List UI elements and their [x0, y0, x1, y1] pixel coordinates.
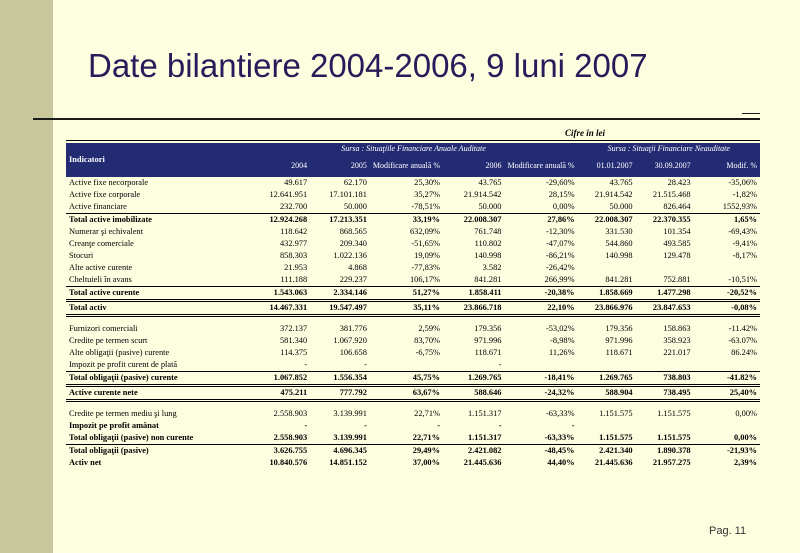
cell-value: 21.957.275 [652, 458, 691, 467]
cell-value: 3.139.991 [310, 432, 370, 445]
cell-value: 21.953 [284, 263, 308, 272]
balance-sheet-table [66, 143, 760, 469]
cell-value: 761.748 [474, 227, 502, 236]
cell-value: 858.303 [279, 251, 308, 260]
cell-value: 475.211 [250, 386, 311, 401]
table-row [66, 372, 760, 386]
cell-value: 3.582 [482, 263, 502, 272]
cell-value: 110.802 [474, 239, 502, 248]
cell-value: - [304, 421, 308, 430]
cell-value: -63,33% [545, 409, 575, 418]
cell-value: 33,19% [412, 215, 440, 224]
cell-value: 2.558.903 [273, 409, 308, 418]
title-underline [33, 118, 760, 120]
cell-value: - [437, 421, 440, 430]
currency-note: Cifre în lei [565, 128, 605, 138]
col-header: 2005 [310, 155, 370, 177]
row-label: Total active imobilizate [69, 215, 152, 224]
cell-value: -41.82% [694, 372, 760, 386]
slide-sidebar [0, 0, 53, 553]
cell-value: 106.658 [339, 348, 367, 357]
cell-value: 118.642 [280, 227, 308, 236]
cell-value: 17.101.181 [329, 190, 367, 199]
row-label: Active curente nete [66, 386, 250, 401]
cell-value: -18,41% [504, 372, 577, 386]
cell-value: 21.445.636 [594, 458, 633, 467]
cell-value: 14.467.331 [250, 301, 311, 316]
header-source-unaudited: Sursa : Situaţii Financiare Neauditate [578, 143, 760, 155]
slide-title: Date bilantiere 2004-2006, 9 luni 2007 [88, 47, 648, 84]
row-label: Furnizori comerciali [69, 324, 138, 333]
cell-value: -10,51% [694, 274, 760, 287]
page-number: Pag. 11 [709, 525, 747, 537]
cell-value: 232.700 [250, 201, 311, 214]
cell-value: 777.792 [310, 386, 370, 401]
cell-value [578, 359, 636, 372]
cell-value: 752.881 [636, 274, 694, 287]
cell-value: 43.765 [478, 178, 502, 187]
cell-value [504, 359, 577, 372]
cell-value: - [443, 359, 505, 372]
cell-value: 22.008.307 [594, 215, 633, 224]
cell-value: 1.858.669 [578, 287, 636, 301]
cell-value: -0,08% [694, 301, 760, 316]
row-spacer [66, 401, 760, 409]
cell-value: 1.477.298 [636, 287, 694, 301]
cell-value: 179.356 [605, 324, 633, 333]
cell-value: 118.671 [605, 348, 633, 357]
table-row [66, 238, 760, 250]
cell-value: 0,00% [735, 409, 757, 418]
cell-value: 588.904 [578, 386, 636, 401]
cell-value: 23.866.976 [578, 301, 636, 316]
cell-value: 23.847.653 [636, 301, 694, 316]
cell-value: 1,65% [733, 215, 757, 224]
table-row [66, 226, 760, 238]
cell-value: -35,06% [728, 178, 757, 187]
title-underline-tick [742, 113, 760, 124]
table-row [66, 408, 760, 420]
cell-value: 2,39% [733, 458, 757, 467]
row-spacer [66, 316, 760, 324]
cell-value: 1.269.765 [578, 372, 636, 386]
table-row [66, 250, 760, 262]
cell-value [694, 359, 760, 372]
row-label: Active fixe corporale [69, 190, 141, 199]
cell-value: 1.151.575 [636, 432, 694, 445]
cell-value: 63,67% [370, 386, 443, 401]
header-source-audited: Sursa : Situaţiile Financiare Anuale Auditate [250, 143, 578, 155]
cell-value: 0,00% [504, 201, 577, 214]
cell-value: 101.354 [663, 227, 691, 236]
cell-value: 266,99% [504, 274, 577, 287]
cell-value: -20,52% [694, 287, 760, 301]
cell-value: -20,38% [504, 287, 577, 301]
cell-value [636, 262, 694, 274]
cell-value [578, 420, 636, 432]
cell-value: -78,51% [370, 201, 443, 214]
cell-value: 21.914.542 [594, 190, 633, 199]
cell-value: 22,71% [414, 409, 440, 418]
row-label: Credite pe termen scurt [69, 336, 148, 345]
cell-value: 1.151.575 [578, 432, 636, 445]
cell-value: -26,42% [545, 263, 575, 272]
col-header: Modificare anuală % [504, 155, 577, 177]
table-row [66, 287, 760, 301]
cell-value: 179.356 [474, 324, 502, 333]
table-row [66, 445, 760, 458]
table-row [66, 177, 760, 189]
col-header: 30.09.2007 [636, 155, 694, 177]
cell-value: 0,00% [694, 432, 760, 445]
table-row [66, 359, 760, 372]
row-label: Cheltuieli în avans [66, 274, 250, 287]
cell-value: 21.515.468 [652, 190, 691, 199]
cell-value: 114.375 [280, 348, 308, 357]
table-row [66, 386, 760, 401]
row-label: Total obligaţii (pasive) [69, 446, 149, 455]
cell-value: 1.556.354 [310, 372, 370, 386]
table-row [66, 335, 760, 347]
cell-value: 544.860 [605, 239, 633, 248]
cell-value: 27,86% [547, 215, 575, 224]
cell-value: 738.495 [636, 386, 694, 401]
cell-value: 22.008.307 [463, 215, 502, 224]
row-label: Active financiare [66, 201, 250, 214]
cell-value: 493.585 [663, 239, 691, 248]
table-row [66, 189, 760, 201]
cell-value: -53,02% [545, 324, 575, 333]
cell-value: -69,43% [728, 227, 757, 236]
header-indicatori: Indicatori [66, 143, 250, 177]
cell-value: 1.022.136 [333, 251, 367, 260]
row-label: Active fixe necorporale [69, 178, 149, 187]
cell-value: 632,09% [409, 227, 440, 236]
cell-value: 2.421.340 [599, 446, 633, 455]
cell-value: -21,93% [726, 446, 757, 455]
cell-value: 158.863 [663, 324, 691, 333]
cell-value: 14.851.152 [329, 458, 367, 467]
cell-value: 35,27% [414, 190, 440, 199]
cell-value: -11.42% [728, 324, 757, 333]
cell-value: 29,49% [412, 446, 440, 455]
cell-value: -77,83% [411, 263, 440, 272]
cell-value: 4.868 [348, 263, 367, 272]
cell-value: 3.139.991 [333, 409, 367, 418]
cell-value: 738.803 [636, 372, 694, 386]
cell-value: 841.281 [578, 274, 636, 287]
cell-value: 83,70% [414, 336, 440, 345]
cell-value: -8,17% [732, 251, 757, 260]
cell-value: -47,07% [545, 239, 575, 248]
cell-value [370, 359, 443, 372]
cell-value [578, 262, 636, 274]
cell-value: - [571, 421, 575, 430]
cell-value: -63.07% [728, 336, 757, 345]
table-top-line [66, 140, 760, 141]
cell-value [694, 262, 760, 274]
table-row [66, 262, 760, 274]
cell-value: 140.998 [474, 251, 502, 260]
cell-value: 22,10% [504, 301, 577, 316]
cell-value: 50.000 [443, 201, 505, 214]
cell-value: - [310, 359, 370, 372]
cell-value: 86.24% [731, 348, 757, 357]
cell-value: 129.478 [663, 251, 691, 260]
cell-value: - [250, 359, 311, 372]
cell-value: 50.000 [310, 201, 370, 214]
cell-value: 1.543.063 [250, 287, 311, 301]
table-row [66, 432, 760, 445]
cell-value: 1.151.317 [467, 409, 502, 418]
cell-value: 1.890.378 [657, 446, 691, 455]
cell-value: 841.281 [443, 274, 505, 287]
table-row [66, 347, 760, 359]
cell-value: 45,75% [370, 372, 443, 386]
cell-value: -12,30% [545, 227, 575, 236]
cell-value: 11,26% [549, 348, 575, 357]
cell-value: 49.617 [284, 178, 308, 187]
cell-value: 10.840.576 [269, 458, 308, 467]
cell-value: -48,45% [544, 446, 575, 455]
cell-value: 1.067.920 [333, 336, 367, 345]
cell-value: -1,82% [732, 190, 757, 199]
col-header: 2006 [443, 155, 505, 177]
cell-value: 971.996 [474, 336, 502, 345]
row-label: Numerar şi echivalent [69, 227, 143, 236]
cell-value: 1.269.765 [443, 372, 505, 386]
row-label: Total active curente [66, 287, 250, 301]
cell-value: 43.765 [609, 178, 633, 187]
cell-value: 25,30% [414, 178, 440, 187]
row-label: Stocuri [69, 251, 94, 260]
col-header: Modificare anuală % [370, 155, 443, 177]
table-row [66, 214, 760, 227]
cell-value: 331.530 [605, 227, 633, 236]
cell-value: -29,60% [545, 178, 575, 187]
cell-value: 28,15% [548, 190, 575, 199]
row-label: Creanţe comerciale [69, 239, 134, 248]
cell-value: 19,09% [414, 251, 440, 260]
cell-value: 1.151.575 [599, 409, 633, 418]
cell-value: 1.151.317 [443, 432, 505, 445]
cell-value: 3.626.755 [273, 446, 308, 455]
cell-value: 25,40% [694, 386, 760, 401]
row-label: Total activ [66, 301, 250, 316]
cell-value: 1.858.411 [443, 287, 505, 301]
cell-value: - [364, 421, 367, 430]
cell-value: 111.188 [250, 274, 311, 287]
row-label: Total obligaţii (pasive) curente [66, 372, 250, 386]
cell-value: 106,17% [370, 274, 443, 287]
cell-value: 588.646 [443, 386, 505, 401]
cell-value: 23.866.718 [443, 301, 505, 316]
cell-value: -86,21% [545, 251, 575, 260]
cell-value: 221.017 [663, 348, 691, 357]
row-label: Impozit pe profit curent de plată [66, 359, 250, 372]
cell-value: 2,59% [418, 324, 440, 333]
cell-value: 432.977 [279, 239, 308, 248]
cell-value: 17.213.351 [329, 215, 367, 224]
row-label: Total obligaţii (pasive) non curente [66, 432, 250, 445]
cell-value: 62.170 [343, 178, 367, 187]
cell-value: 19.547.497 [310, 301, 370, 316]
cell-value: 1552,93% [694, 201, 760, 214]
col-header: Modif. % [694, 155, 760, 177]
cell-value: 372.137 [279, 324, 308, 333]
cell-value: 1.151.575 [657, 409, 691, 418]
cell-value: 21.445.636 [463, 458, 502, 467]
table-row [66, 323, 760, 335]
cell-value: 2.558.903 [250, 432, 311, 445]
col-header: 01.01.2007 [578, 155, 636, 177]
cell-value: 581.340 [279, 336, 308, 345]
cell-value: 12.641.951 [269, 190, 308, 199]
cell-value: 22,71% [370, 432, 443, 445]
cell-value: 2.421.082 [467, 446, 502, 455]
table-row [66, 420, 760, 432]
cell-value: -51,65% [411, 239, 440, 248]
cell-value: 826.464 [636, 201, 694, 214]
cell-value: 358.923 [663, 336, 691, 345]
cell-value: 4.696.345 [333, 446, 367, 455]
col-header: 2004 [250, 155, 311, 177]
row-label: Alte obligaţii (pasive) curente [69, 348, 170, 357]
cell-value [636, 420, 694, 432]
cell-value: -9,41% [732, 239, 757, 248]
cell-value: 118.671 [474, 348, 502, 357]
table-row [66, 274, 760, 287]
cell-value: 209.340 [339, 239, 367, 248]
table-row [66, 301, 760, 316]
cell-value: 21.914.542 [463, 190, 502, 199]
cell-value: 35,11% [370, 301, 443, 316]
table-body [66, 177, 760, 469]
cell-value: -63,33% [504, 432, 577, 445]
cell-value: 50.000 [578, 201, 636, 214]
cell-value: 37,00% [412, 458, 440, 467]
cell-value: 28.423 [667, 178, 691, 187]
cell-value: -8,98% [550, 336, 575, 345]
cell-value: 22.370.355 [652, 215, 691, 224]
table-row [66, 201, 760, 214]
cell-value: -6,75% [415, 348, 440, 357]
cell-value: 2.334.146 [310, 287, 370, 301]
row-label: Credite pe termen mediu şi lung [69, 409, 177, 418]
cell-value: 1.067.852 [250, 372, 311, 386]
cell-value: 44,40% [547, 458, 575, 467]
cell-value [694, 420, 760, 432]
cell-value: - [498, 421, 502, 430]
cell-value: 51,27% [370, 287, 443, 301]
cell-value: 868.565 [339, 227, 367, 236]
row-label: Alte active curente [69, 263, 133, 272]
row-label: Impozit pe profit amânat [69, 421, 159, 430]
table-row [66, 457, 760, 469]
cell-value [636, 359, 694, 372]
cell-value: 12.924.268 [269, 215, 308, 224]
cell-value: 971.996 [605, 336, 633, 345]
cell-value: -24,32% [504, 386, 577, 401]
cell-value: 381.776 [339, 324, 367, 333]
cell-value: 229.237 [310, 274, 370, 287]
row-label: Activ net [69, 458, 102, 467]
cell-value: 140.998 [605, 251, 633, 260]
